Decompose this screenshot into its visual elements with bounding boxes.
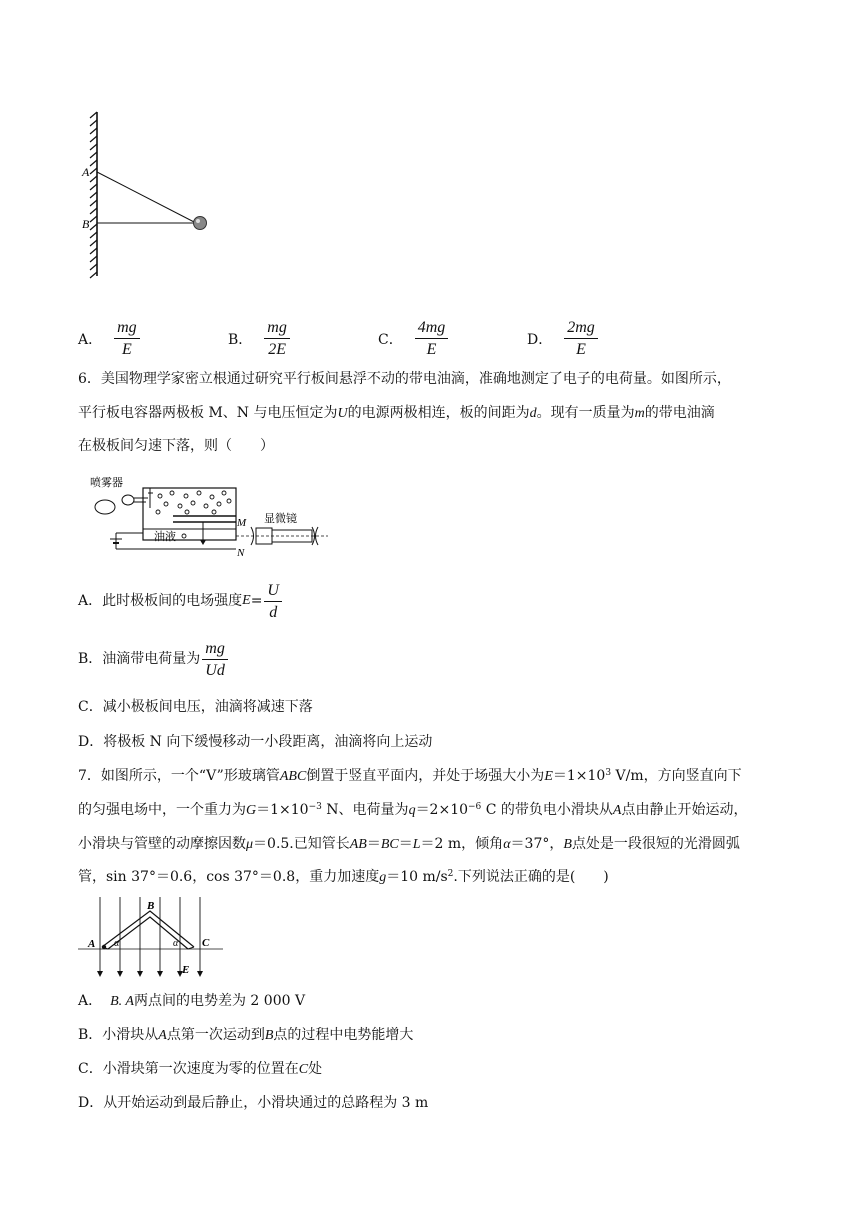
label-b: B (82, 217, 90, 231)
q7-option-a[interactable]: A． B. A两点间的电势差为 2 000 V (78, 993, 306, 1009)
option-fraction: $\frac{mg}{E}$ (114, 318, 140, 359)
label-e: E (182, 964, 190, 976)
wall-ball-figure (78, 110, 218, 280)
q7-line-4: 管，sin 37°＝0.6，cos 37°＝0.8，重力加速度g＝10 $m/s^2$.下列说法正确的是( ) (78, 869, 609, 885)
microscope-label: 显微镜 (264, 513, 297, 525)
v-tube-figure (78, 897, 223, 979)
label-alpha-left: α (114, 938, 120, 949)
q7-line-3: 小滑块与管壁的动摩擦因数μ＝0.5.已知管长AB＝BC＝L＝2 m，倾角α＝37°，B点处是一段很短的光滑圆弧 (78, 836, 740, 852)
option-fraction: $\frac{mg}{2E}$ (264, 318, 290, 359)
q5-option-c[interactable]: C． $\frac{4mg}{E}$ (378, 318, 450, 359)
q7-option-b[interactable]: B．小滑块从A点第一次运动到B点的过程中电势能增大 (78, 1027, 414, 1043)
option-fraction: $\frac{2mg}{E}$ (564, 318, 598, 359)
sprayer-label: 喷雾器 (90, 477, 123, 489)
q6-line-2: 平行板电容器两极板 M、N 与电压恒定为U的电源两极相连，板的间距为d。现有一质量为m的带电油滴 (78, 405, 715, 421)
label-a: A (88, 938, 96, 950)
millikan-apparatus-figure (88, 474, 333, 558)
q6-line-3: 在极板间匀速下落，则（ ） (78, 438, 274, 454)
option-fraction: $\frac{4mg}{E}$ (415, 318, 449, 359)
plate-m-label: M (237, 517, 247, 529)
q6-option-c[interactable]: C．减小极板间电压，油滴将减速下落 (78, 699, 313, 715)
oil-label: 油液 (154, 531, 176, 543)
label-b: B (147, 900, 155, 912)
q6-option-d[interactable]: D．将极板 N 向下缓慢移动一小段距离，油滴将向上运动 (78, 734, 433, 750)
q5-option-b[interactable]: B． $\frac{mg}{2E}$ (228, 318, 292, 359)
label-a: A (82, 165, 90, 179)
plate-n-label: N (237, 547, 245, 558)
q6-line-1: 6．美国物理学家密立根通过研究平行板间悬浮不动的带电油滴，准确地测定了电子的电荷量。如图所示， (78, 371, 731, 387)
q5-option-a[interactable]: A． $\frac{mg}{E}$ (78, 318, 142, 359)
q7-option-d[interactable]: D．从开始运动到最后静止，小滑块通过的总路程为 3 m (78, 1095, 429, 1111)
q7-line-2: 的匀强电场中，一个重力为$G=1\times 10^{-3}$ N、电荷量为$q=2\times 10^{-6}$ C 的带负电小滑块从A点由静止开始运动， (78, 802, 748, 818)
charge-fraction: $\frac{mg}{Ud}$ (202, 639, 228, 680)
field-fraction: $\frac{U}{d}$ (264, 581, 282, 622)
q6-option-a[interactable]: A．此时极板间的电场强度 E = $\frac{U}{d}$ (78, 578, 798, 624)
q7-option-c[interactable]: C．小滑块第一次速度为零的位置在C处 (78, 1061, 323, 1077)
q5-option-d[interactable]: D． $\frac{2mg}{E}$ (527, 318, 600, 359)
q7-line-1: 7．如图所示，一个“V”形玻璃管ABC倒置于竖直平面内，并处于场强大小为$E=1\times 10^3$ V/m，方向竖直向下 (78, 768, 742, 784)
label-c: C (202, 937, 210, 949)
q6-option-b[interactable]: B．油滴带电荷量为 $\frac{mg}{Ud}$ (78, 636, 798, 682)
label-alpha-right: α (173, 938, 179, 949)
